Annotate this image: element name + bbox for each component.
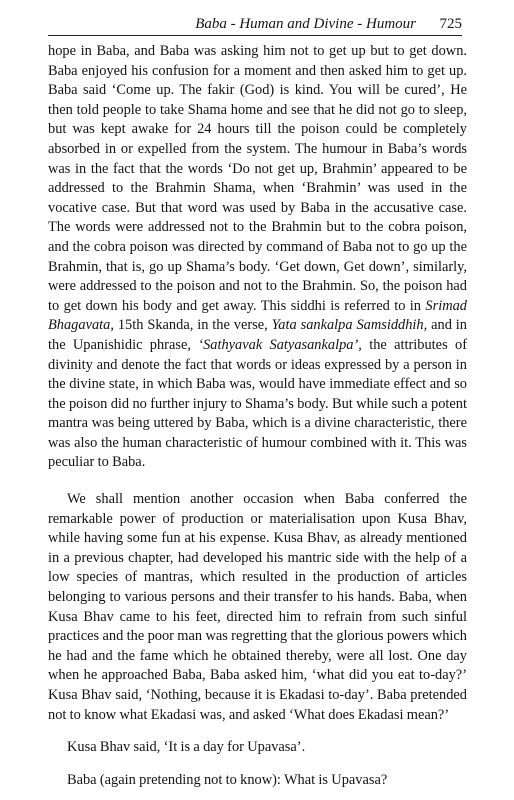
running-head-title: Baba - Human and Divine - Humour <box>195 16 416 32</box>
header-rule <box>48 35 462 36</box>
paragraph-segment: Kusa Bhav said, ‘It is a day for Upavasa’. <box>67 739 306 756</box>
italic-verse: Yata sankalpa Samsiddhih, <box>271 317 428 334</box>
italic-work-title: Srimad Bhagavata <box>48 297 467 334</box>
running-head <box>48 13 462 35</box>
paragraph-segment: We shall mention another occasion when Baba conferred the remarkable power of production or materialisation upon Kusa Bhav, while having some fun at his expense. Kusa Bhav, as already mentioned in a previous chapter, had developed his mantric side with the help of a low species of mantras, which resulted in the production of articles belonging to various persons and their transfer to his hands. Baba, when Kusa Bhav came to his feet, directed him to refrain from such sinful practices and the poor man was regretting that the glorious powers which he had and the fame which he obtained thereby, were all lost. One day when he approached Baba, Baba asked him, ‘what did you eat to-day?’ Kusa Bhav said, ‘Nothing, because it is Ekadasi to-day’. Baba pretended not to know what Ekadasi was, and asked ‘What does Ekadasi mean?’ <box>48 491 467 723</box>
page-number: 725 <box>439 16 462 32</box>
paragraph-3 <box>48 738 467 758</box>
paragraph-segment: the attributes of divinity and denote the fact that words or ideas expressed by a person in the divine state, in which Baba was, would have immediate effect and so the poison did no further injury to Shama’s body. But while such a potent mantra was being uttered by Baba, which is a divine characteristic, there was also the human characteristic of humour combined with it. This was peculiar to Baba. <box>48 336 467 471</box>
italic-phrase: ‘Sathyavak Satyasankalpa’, <box>198 336 362 353</box>
body-text <box>48 42 467 790</box>
paragraph-segment: , 15th Skanda, in the verse, <box>110 317 272 334</box>
paragraph-segment: hope in Baba, and Baba was asking him not to get up but to get down. Baba enjoyed his confusion for a moment and then asked him to get up. Baba said ‘Come up. The fakir (God) is kind. You will be cured’, He then told people to take Shama home and see that he did not go to sleep, but was kept awake for 24 hours till the poison could be completely absorbed in or expelled from the system. The humour in Baba’s words was in the fact that the words ‘Do not get up, Brahmin’ appeared to be addressed to the Brahmin Shama, when ‘Brahmin’ was used in the vocative case. But that word was used by Baba in the accusative case. The words were addressed not to the Brahmin but to the cobra poison, and the cobra poison was directed by command of Baba not to go up the Brahmin, that is, go up Shama’s body. ‘Get down, Get down’, similarly, were addressed to the poison and not to the Brahmin. So, the poison had to get down his body and get away. This siddhi is referred to in <box>48 43 467 314</box>
paragraph-2 <box>48 490 467 725</box>
paragraph-1 <box>48 42 467 473</box>
paragraph-segment: and in the Upanishidic phrase, <box>48 317 467 353</box>
paragraph-4 <box>48 771 467 791</box>
paragraph-segment: Baba (again pretending not to know): What is Upavasa? <box>67 771 388 788</box>
